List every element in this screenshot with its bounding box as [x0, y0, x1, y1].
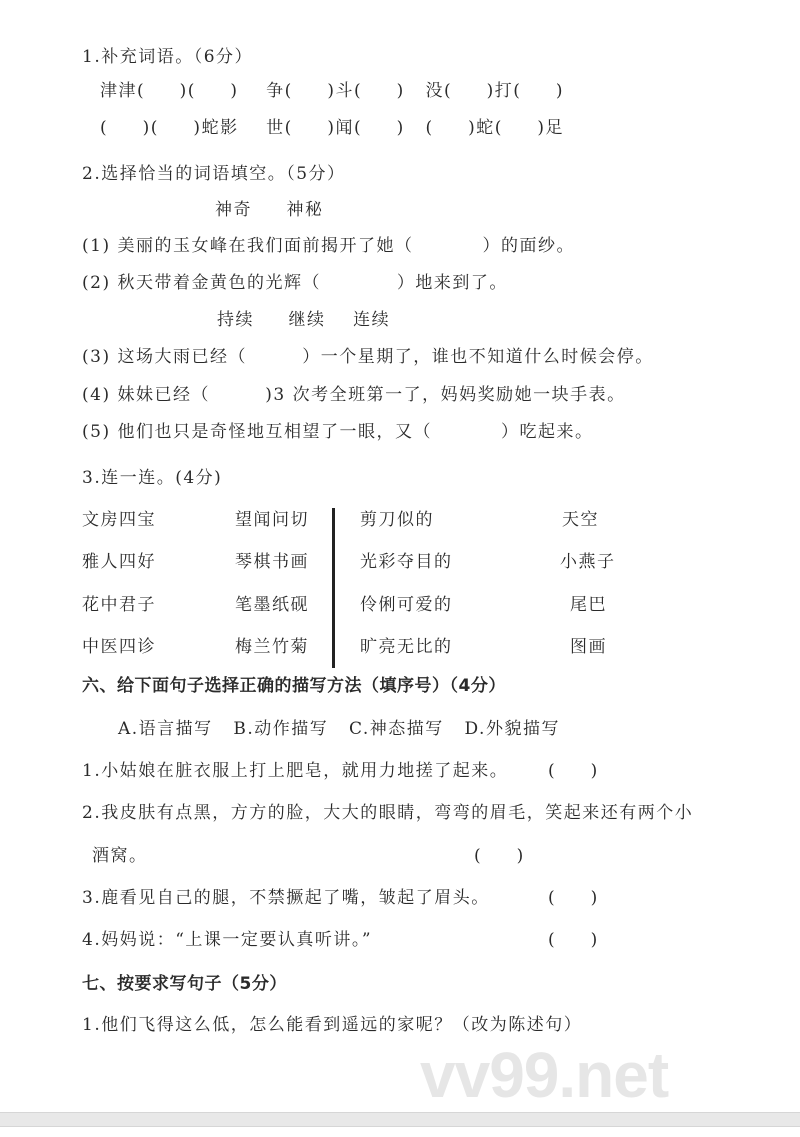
q2-sentence-1: (1) 美丽的玉女峰在我们面前揭开了她（ ）的面纱。: [82, 236, 576, 256]
answer-blank[interactable]: ( ): [548, 888, 599, 908]
match-item: 光彩夺目的: [360, 552, 453, 572]
q2-sentence-5: (5) 他们也只是奇怪地互相望了一眼，又（ ）吃起来。: [82, 422, 594, 442]
section7-title: 七、按要求写句子（5分）: [82, 974, 287, 994]
section6-item-3: 3.鹿看见自己的腿，不禁撅起了嘴，皱起了眉头。: [82, 888, 490, 908]
q2-word-choices-b: 持续 继续 连续: [217, 310, 391, 330]
match-item: 中医四诊: [82, 637, 156, 657]
match-item: 花中君子: [82, 595, 156, 615]
section6-item-2-cont: 酒窝。: [92, 846, 148, 866]
match-item: 琴棋书画: [235, 552, 309, 572]
section6-item-4: 4.妈妈说：“上课一定要认真听讲。”: [82, 930, 373, 950]
q3-title: 3.连一连。(4分): [82, 468, 223, 488]
q1-title: 1.补充词语。（6分）: [82, 47, 254, 67]
q2-title: 2.选择恰当的词语填空。（5分）: [82, 164, 346, 184]
section6-options: A.语言描写 B.动作描写 C.神态描写 D.外貌描写: [118, 719, 560, 739]
column-divider: [332, 508, 335, 668]
match-item: 尾巴: [570, 595, 607, 615]
match-item: 雅人四好: [82, 552, 156, 572]
q2-sentence-2: (2) 秋天带着金黄色的光辉（ ）地来到了。: [82, 273, 508, 293]
horizontal-scrollbar[interactable]: [0, 1112, 800, 1127]
match-item: 图画: [570, 637, 607, 657]
answer-blank[interactable]: ( ): [548, 761, 599, 781]
match-item: 天空: [562, 510, 599, 530]
q1-row2: ( )( )蛇影 世( )闻( ) ( )蛇( )足: [100, 118, 565, 138]
section6-item-1: 1.小姑娘在脏衣服上打上肥皂，就用力地搓了起来。: [82, 761, 509, 781]
answer-blank[interactable]: ( ): [548, 930, 599, 950]
q1-row1: 津津( )( ) 争( )斗( ) 没( )打( ): [100, 81, 565, 101]
q2-sentence-3: (3) 这场大雨已经（ ）一个星期了，谁也不知道什么时候会停。: [82, 347, 654, 367]
section7-item-1: 1.他们飞得这么低，怎么能看到遥远的家呢？（改为陈述句）: [82, 1015, 583, 1035]
watermark: vv99.net: [420, 1039, 669, 1111]
match-item: 文房四宝: [82, 510, 156, 530]
match-item: 望闻问切: [235, 510, 309, 530]
match-item: 伶俐可爱的: [360, 595, 453, 615]
answer-blank[interactable]: ( ): [474, 846, 525, 866]
match-item: 笔墨纸砚: [235, 595, 309, 615]
match-item: 旷亮无比的: [360, 637, 453, 657]
q2-sentence-4: (4) 妹妹已经（ )3 次考全班第一了，妈妈奖励她一块手表。: [82, 385, 626, 405]
match-item: 梅兰竹菊: [235, 637, 309, 657]
q2-word-choices-a: 神奇 神秘: [215, 200, 324, 220]
section6-title: 六、给下面句子选择正确的描写方法（填序号）（4分）: [82, 676, 506, 696]
match-item: 小燕子: [560, 552, 616, 572]
section6-item-2: 2.我皮肤有点黑，方方的脸，大大的眼睛，弯弯的眉毛，笑起来还有两个小: [82, 803, 694, 823]
match-item: 剪刀似的: [360, 510, 434, 530]
